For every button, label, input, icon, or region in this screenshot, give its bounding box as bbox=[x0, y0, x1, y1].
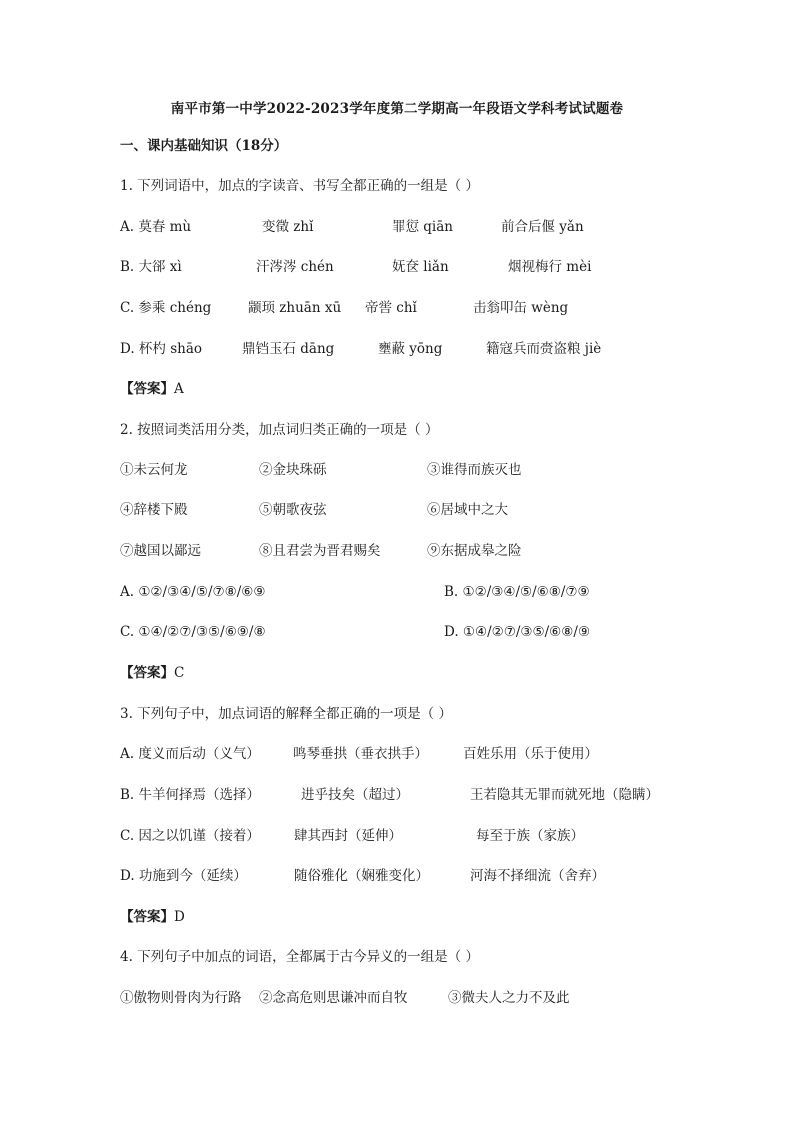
q1-option-d-3: 壅蔽 yōng bbox=[378, 341, 443, 357]
q4-item-2: ②念高危则思谦冲而自牧 bbox=[259, 990, 408, 1006]
q1-option-b-4: 烟视梅行 mèi bbox=[508, 259, 592, 275]
q2-answer bbox=[120, 663, 184, 683]
question-3-stem: 3. 下列句子中，加点词语的解释全都正确的一项是（ ） bbox=[120, 706, 452, 722]
q1-option-d-1: D. 杯杓 shāo bbox=[120, 341, 203, 357]
answer-value: A bbox=[174, 381, 184, 397]
page-title: 南平市第一中学2022-2023学年度第二学期高一年段语文学科考试试题卷 bbox=[170, 101, 624, 117]
q1-option-a-2: 变徵 zhǐ bbox=[262, 219, 314, 235]
answer-label: 【答案】 bbox=[120, 665, 174, 681]
q1-option-a-4: 前合后偃 yǎn bbox=[501, 219, 584, 235]
q3-option-b-1: B. 牛羊何择焉（选择） bbox=[120, 787, 261, 803]
q3-answer bbox=[120, 907, 185, 927]
q3-option-d-2: 随俗雅化（娴雅变化） bbox=[294, 868, 429, 884]
q1-option-a-3: 罪愆 qiān bbox=[392, 219, 453, 235]
q1-option-c-4: 击翁叩缶 wèng bbox=[473, 300, 569, 316]
q1-option-b-1: B. 大郤 xì bbox=[120, 259, 182, 275]
q2-item-7: ⑦越国以鄙远 bbox=[120, 543, 201, 559]
answer-label: 【答案】 bbox=[120, 381, 174, 397]
q3-option-c-1: C. 因之以饥谨（接着） bbox=[120, 828, 260, 844]
q4-item-1: ①傲物则骨肉为行路 bbox=[120, 990, 242, 1006]
q2-option-d: D. ①④/②⑦/③⑤/⑥⑧/⑨ bbox=[444, 624, 591, 640]
q1-answer bbox=[120, 379, 184, 399]
answer-label: 【答案】 bbox=[120, 909, 174, 925]
q2-item-3: ③谁得而族灭也 bbox=[427, 462, 522, 478]
q2-item-8: ⑧且君尝为晋君赐矣 bbox=[259, 543, 381, 559]
q3-option-b-2: 进乎技矣（超过） bbox=[301, 787, 409, 803]
q2-item-1: ①未云何龙 bbox=[120, 462, 188, 478]
q2-option-a: A. ①②/③④/⑤/⑦⑧/⑥⑨ bbox=[120, 584, 266, 600]
q3-option-d-3: 河海不择细流（舍弃） bbox=[470, 868, 605, 884]
q2-option-c: C. ①④/②⑦/③⑤/⑥⑨/⑧ bbox=[120, 624, 266, 640]
q3-option-c-3: 每至于族（家族） bbox=[476, 828, 584, 844]
answer-value: D bbox=[174, 909, 185, 925]
q3-option-a-1: A. 度义而后动（义气） bbox=[120, 746, 260, 762]
q1-option-a-1: A. 莫春 mù bbox=[120, 219, 192, 235]
q3-option-b-3: 王若隐其无罪而就死地（隐瞒） bbox=[470, 787, 659, 803]
q2-item-2: ②金块珠砾 bbox=[259, 462, 327, 478]
answer-value: C bbox=[174, 665, 185, 681]
q1-option-c-1: C. 参乘 chéng bbox=[120, 300, 212, 316]
q3-option-c-2: 肆其西封（延伸） bbox=[294, 828, 402, 844]
q1-option-d-4: 籍寇兵而赍盗粮 jiè bbox=[486, 341, 602, 357]
q2-item-4: ④辞楼下殿 bbox=[120, 502, 188, 518]
q4-item-3: ③微夫人之力不及此 bbox=[448, 990, 570, 1006]
q3-option-d-1: D. 功施到今（延续） bbox=[120, 868, 247, 884]
q2-item-5: ⑤朝歌夜弦 bbox=[259, 502, 327, 518]
q3-option-a-2: 鸣琴垂拱（垂衣拱手） bbox=[293, 746, 428, 762]
section-heading: 一、课内基础知识（18分） bbox=[120, 138, 288, 154]
q1-option-b-2: 汗涔涔 chén bbox=[256, 259, 334, 275]
q1-option-b-3: 妩奁 liǎn bbox=[392, 259, 449, 275]
q1-option-c-2: 颛顼 zhuān xū bbox=[248, 300, 342, 316]
q2-option-b: B. ①②/③④/⑤/⑥⑧/⑦⑨ bbox=[444, 584, 590, 600]
q2-item-6: ⑥居域中之大 bbox=[427, 502, 508, 518]
question-4-stem: 4. 下列句子中加点的词语，全都属于古今异义的一组是（ ） bbox=[120, 949, 479, 965]
q3-option-a-3: 百姓乐用（乐于使用） bbox=[463, 746, 598, 762]
q2-item-9: ⑨东据成皋之险 bbox=[427, 543, 522, 559]
question-1-stem: 1. 下列词语中，加点的字读音、书写全都正确的一组是（ ） bbox=[120, 178, 479, 194]
q1-option-d-2: 鼎铛玉石 dāng bbox=[242, 341, 335, 357]
q1-option-c-3: 帝喾 chǐ bbox=[365, 300, 417, 316]
question-2-stem: 2. 按照词类活用分类，加点词归类正确的一项是（ ） bbox=[120, 422, 439, 438]
